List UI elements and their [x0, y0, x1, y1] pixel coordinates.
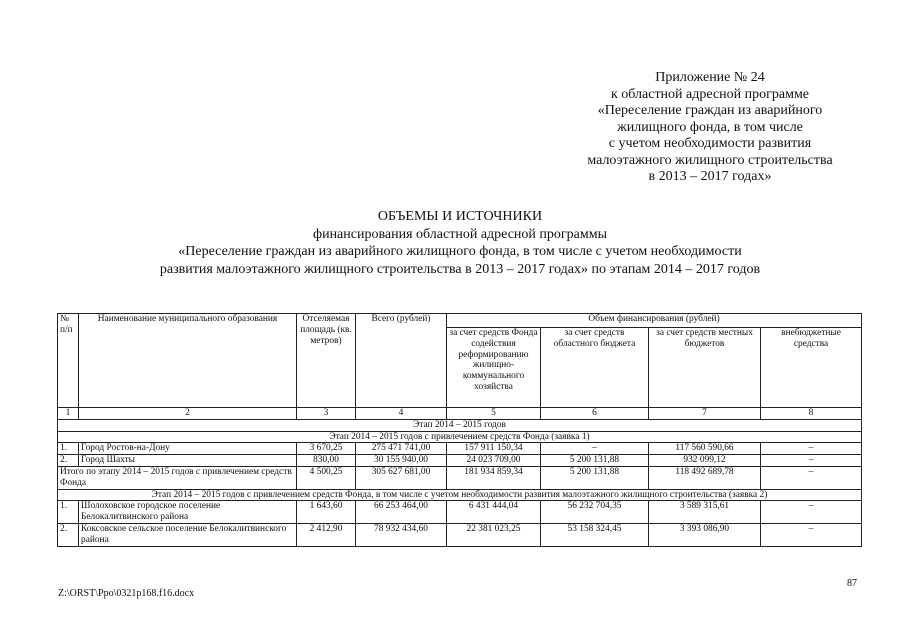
table-row: [58, 455, 862, 467]
total-label: Итого по этапу 2014 – 2015 годов с привлечением средств Фонда: [58, 466, 297, 489]
row-regional: 5 200 131,88: [541, 455, 649, 467]
header-total: Всего (рублей): [356, 314, 447, 408]
col-number: 2: [79, 408, 297, 420]
financing-table: [57, 313, 862, 547]
row-regional: –: [541, 443, 649, 455]
row-fund: 157 911 150,34: [447, 443, 541, 455]
row-local: 117 560 590,66: [649, 443, 761, 455]
col-number: 1: [58, 408, 79, 420]
row-name: Город Ростов-на-Дону: [79, 443, 297, 455]
row-total: 78 932 434,60: [356, 523, 447, 546]
header-fund: за счет средств Фонда содействия реформированию жилищно-коммунального хозяйства: [447, 328, 541, 408]
row-extra: –: [761, 501, 862, 524]
column-numbers-row: [58, 408, 862, 420]
heading-line: финансирования областной адресной программы: [313, 226, 607, 242]
row-total: 66 253 464,00: [356, 501, 447, 524]
row-num: 2.: [58, 523, 79, 546]
header-financing: Объем финансирования (рублей): [447, 314, 862, 328]
total-total: 305 627 681,00: [356, 466, 447, 489]
header-local: за счет средств местных бюджетов: [649, 328, 761, 408]
header-regional: за счет средств областного бюджета: [541, 328, 649, 408]
row-num: 1.: [58, 501, 79, 524]
row-regional: 53 158 324,45: [541, 523, 649, 546]
total-local: 118 492 689,78: [649, 466, 761, 489]
stage-title: Этап 2014 – 2015 годов: [58, 419, 862, 431]
row-extra: –: [761, 443, 862, 455]
header-name: Наименование муниципального образования: [79, 314, 297, 408]
row-area: 3 670,25: [297, 443, 356, 455]
row-total: 30 155 940,00: [356, 455, 447, 467]
row-fund: 6 431 444,04: [447, 501, 541, 524]
appendix-line: в 2013 – 2017 годах»: [648, 169, 772, 184]
row-area: 1 643,60: [297, 501, 356, 524]
row-fund: 22 381 023,25: [447, 523, 541, 546]
appendix-line: малоэтажного жилищного строительства: [587, 152, 833, 168]
table-row: [58, 443, 862, 455]
row-num: 2.: [58, 455, 79, 467]
row-area: 830,00: [297, 455, 356, 467]
row-area: 2 412,90: [297, 523, 356, 546]
total-row: [58, 466, 862, 489]
total-fund: 181 934 859,34: [447, 466, 541, 489]
col-number: 3: [297, 408, 356, 420]
document-title: ОБЪЕМЫ И ИСТОЧНИКИ: [377, 209, 543, 224]
col-number: 7: [649, 408, 761, 420]
heading-line: «Переселение граждан из аварийного жилищного фонда, в том числе с учетом необходимости: [178, 244, 742, 259]
section-title: Этап 2014 – 2015 годов с привлечением средств Фонда, в том числе с учетом необходимости развития малоэтажного жилищного строительства (заявка 2): [58, 489, 862, 501]
appendix-line: жилищного фонда, в том числе: [617, 119, 803, 135]
appendix-line: «Переселение граждан из аварийного: [597, 103, 823, 118]
total-extra: –: [761, 466, 862, 489]
row-local: 3 393 086,90: [649, 523, 761, 546]
appendix-line: к областной адресной программе: [610, 86, 810, 102]
col-number: 6: [541, 408, 649, 420]
appendix-line: с учетом необходимости развития: [608, 136, 812, 151]
row-regional: 56 232 704,35: [541, 501, 649, 524]
header-area: Отселяемая площадь (кв. метров): [297, 314, 356, 408]
document-heading: [90, 208, 830, 278]
appendix-line: Приложение № 24: [655, 70, 765, 85]
row-name: Шолоховское городское поселение Белокалитвинского района: [79, 501, 297, 524]
section-title: Этап 2014 – 2015 годов с привлечением средств Фонда (заявка 1): [58, 431, 862, 443]
row-num: 1.: [58, 443, 79, 455]
row-fund: 24 023 709,00: [447, 455, 541, 467]
col-number: 5: [447, 408, 541, 420]
col-number: 4: [356, 408, 447, 420]
row-local: 932 099,12: [649, 455, 761, 467]
page-number: 87: [847, 578, 857, 589]
row-name: Город Шахты: [79, 455, 297, 467]
table-row: [58, 501, 862, 524]
row-local: 3 589 315,61: [649, 501, 761, 524]
row-name: Коксовское сельское поселение Белокалитвинского района: [79, 523, 297, 546]
header-num: № п/п: [58, 314, 79, 408]
col-number: 8: [761, 408, 862, 420]
appendix-block: [560, 70, 860, 186]
total-area: 4 500,25: [297, 466, 356, 489]
heading-line: развития малоэтажного жилищного строительства в 2013 – 2017 годах» по этапам 2014 – 2017 годов: [159, 261, 761, 277]
header-extra: внебюджетные средства: [761, 328, 862, 408]
total-regional: 5 200 131,88: [541, 466, 649, 489]
row-extra: –: [761, 455, 862, 467]
file-path: Z:\ORST\Ppo\0321p168.f16.docx: [58, 588, 195, 599]
row-extra: –: [761, 523, 862, 546]
row-total: 275 471 741,00: [356, 443, 447, 455]
table-row: [58, 523, 862, 546]
